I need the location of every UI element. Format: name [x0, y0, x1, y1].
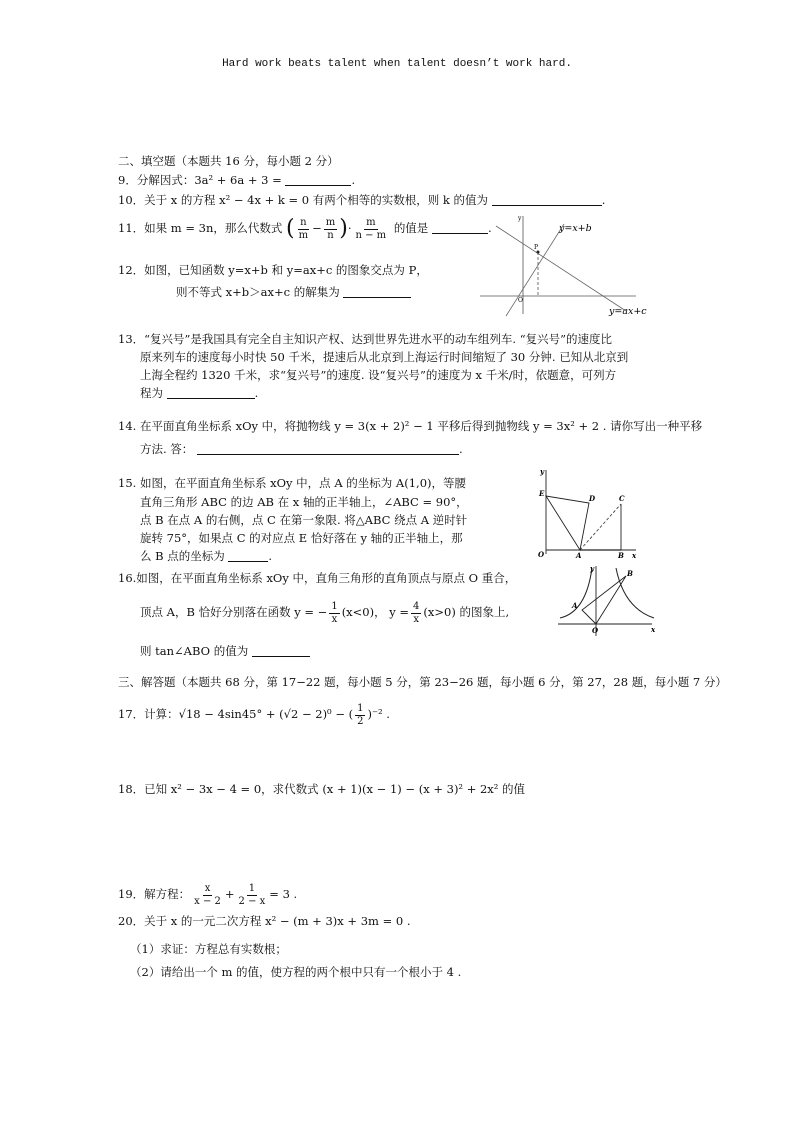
q12-answer-blank[interactable]: [343, 285, 411, 298]
fig15-y-label: y: [540, 467, 545, 476]
q11-fraction-1: [297, 217, 310, 242]
fig15-origin-label: O: [538, 550, 545, 559]
question-15-line-5: 么 B 点的坐标为 .: [140, 549, 273, 563]
question-13-line-4: 程为 .: [140, 386, 259, 400]
question-9: 9．分解因式：3a² + 6a + 3 = .: [118, 173, 356, 187]
question-16-line-3: [140, 643, 310, 659]
q12-line-2-text: 则不等式 x+b＞ax+c 的解集为: [176, 285, 340, 299]
q11-right-paren: ): [339, 216, 348, 241]
fig15-triangle-aed: [546, 496, 589, 550]
fig16-y-label: y: [590, 564, 595, 573]
q15-answer-blank[interactable]: [228, 549, 268, 562]
q13-line-3: 上海全程约 1320 千米，求“复兴号”的速度. 设“复兴号”的速度为 x 千米/时，依题意，可列方: [140, 368, 617, 382]
q10-text: 10．关于 x 的方程 x² − 4x + k = 0 有两个相等的实数根，则 k 的值为: [118, 193, 489, 207]
question-10: 10．关于 x 的方程 x² − 4x + k = 0 有两个相等的实数根，则 k 的值为 .: [118, 193, 606, 207]
q9-text: 9．分解因式：3a² + 6a + 3 =: [118, 173, 282, 187]
q19-f1-num: x: [204, 882, 211, 894]
fig16-a-label: A: [572, 601, 578, 610]
q11-fraction-3: [353, 217, 388, 242]
fig16-b-label: B: [627, 569, 633, 578]
question-18: 18．已知 x² − 3x − 4 = 0，求代数式 (x + 1)(x − 1) − (x + 3)² + 2x² 的值: [118, 782, 526, 796]
fig12-y-label: y: [518, 215, 522, 222]
fig15-x-label: x: [632, 551, 637, 560]
fig12-line2-label: y=ax+c: [609, 306, 647, 317]
q11-f3-den: n − m: [355, 229, 387, 241]
q10-answer-blank[interactable]: [492, 193, 602, 206]
figure-16-graph: [556, 562, 660, 638]
q17-pre: 17．计算：√18 − 4sin45° + (√2 − 2)⁰ − (: [118, 707, 354, 721]
figure-12-graph: [476, 210, 656, 320]
q16-f1-num: 1: [331, 600, 338, 612]
q19-fraction-2: [237, 883, 268, 908]
q16-f2-num: 4: [413, 600, 420, 612]
q14-line-1: 14. 在平面直角坐标系 xOy 中，将抛物线 y = 3(x + 2)² − 1 平移后得到抛物线 y = 3x² + 2 . 请你写出一种平移: [118, 419, 703, 433]
fig12-p-label: P: [534, 244, 539, 251]
q16-line-2-pre: 顶点 A，B 恰好分别落在函数 y = −: [140, 605, 328, 619]
fig15-b-label: B: [618, 551, 624, 560]
q19-f2-den: 2 − x: [238, 895, 266, 907]
q14-line-2-text: 方法. 答：: [140, 442, 194, 456]
q15-line-2: 直角三角形 ABC 的边 AB 在 x 轴的正半轴上，∠ABC = 90°，: [140, 495, 468, 509]
fig16-curve-right: [616, 568, 654, 618]
q11-pre: 11．如果 m = 3n，那么代数式: [118, 221, 283, 235]
question-20: 20．关于 x 的一元二次方程 x² − (m + 3)x + 3m = 0 .: [118, 914, 411, 928]
figure-15-graph: [532, 466, 644, 562]
fig16-x-label: x: [651, 625, 656, 634]
q11-f1-den: m: [298, 229, 309, 241]
q19-post: = 3 .: [269, 887, 298, 901]
question-20-part-2: （2）请给出一个 m 的值，使方程的两个根中只有一个根小于 4 .: [130, 965, 462, 979]
q16-answer-blank[interactable]: [252, 644, 310, 657]
q16-line-2-mid: (x<0)， y =: [341, 605, 410, 619]
q11-post: 的值是: [393, 221, 429, 235]
q16-line-2-post: (x>0) 的图象上,: [423, 605, 510, 619]
fig15-dashed-ac: [580, 504, 621, 550]
q19-f2-num: 1: [248, 882, 256, 894]
fig16-origin-label: O: [592, 626, 599, 635]
q16-fraction-2: [411, 601, 421, 626]
q13-line-4-text: 程为: [140, 386, 163, 400]
fig12-origin-label: O: [518, 297, 523, 304]
q17-f-num: 1: [357, 702, 364, 714]
q15-line-1: 15. 如图，在平面直角坐标系 xOy 中，点 A 的坐标为 A(1,0)，等腰: [118, 476, 467, 490]
fig15-a-label: A: [576, 551, 582, 560]
fig15-c-label: C: [619, 494, 625, 503]
q16-f1-den: x: [331, 613, 338, 625]
page-motto: Hard work beats talent when talent doesn’t work hard.: [222, 58, 572, 70]
question-19: [118, 880, 297, 908]
q17-fraction: [355, 703, 365, 728]
question-20-part-1: （1）求证：方程总有实数根；: [130, 942, 287, 956]
q19-f1-den: x − 2: [194, 895, 221, 907]
fig16-curve-left: [560, 568, 592, 618]
q19-pre: 19．解方程：: [118, 887, 191, 901]
q11-f3-num: m: [366, 216, 376, 228]
q16-line-3-text: 则 tan∠ABO 的值为: [140, 644, 249, 658]
question-16-line-2: [140, 598, 509, 626]
q13-line-2: 原来列车的速度每小时快 50 千米，提速后从北京到上海运行时间缩短了 30 分钟. 已知从北京到: [140, 350, 629, 364]
section2-heading: 二、填空题（本题共 16 分，每小题 2 分）: [118, 154, 339, 168]
q11-f2-den: n: [327, 229, 334, 241]
q11-minus: −: [312, 221, 322, 235]
q17-f-den: 2: [357, 715, 364, 727]
q9-answer-blank[interactable]: [285, 173, 351, 186]
q11-f1-num: n: [300, 216, 307, 228]
q11-left-paren: (: [286, 216, 295, 241]
question-12-line-2: [176, 284, 411, 300]
q15-line-5-text: 么 B 点的坐标为: [140, 549, 225, 563]
fig12-line-ax-c: [496, 226, 626, 311]
q15-line-4: 旋转 75°，如果点 C 的对应点 E 恰好落在 y 轴的正半轴上，那: [140, 531, 463, 545]
q13-line-1: 13．“复兴号”是我国具有完全自主知识产权、达到世界先进水平的动车组列车. “复兴号”的速度比: [118, 332, 612, 346]
q16-fraction-1: [329, 601, 339, 626]
q11-fraction-2: [324, 217, 337, 242]
fig15-d-label: D: [589, 494, 596, 503]
q16-f2-den: x: [413, 613, 420, 625]
section3-heading: 三、解答题（本题共 68 分，第 17−22 题，每小题 5 分，第 23−26 题，每小题 6 分，第 27，28 题，每小题 7 分）: [118, 675, 727, 689]
question-17: [118, 700, 390, 728]
q12-line-1: 12．如图，已知函数 y=x+b 和 y=ax+c 的图象交点为 P，: [118, 263, 428, 277]
q16-line-1: 16.如图，在平面直角坐标系 xOy 中，直角三角形的直角顶点与原点 O 重合，: [118, 571, 517, 585]
q11-f2-num: m: [325, 216, 336, 228]
q11-dot: ·: [347, 221, 352, 235]
q17-post: )⁻² .: [367, 707, 390, 721]
question-14-line-2: 方法. 答： .: [140, 442, 463, 456]
q19-plus: +: [224, 887, 235, 901]
q13-answer-blank[interactable]: [167, 386, 255, 399]
q14-answer-blank[interactable]: [197, 442, 459, 455]
question-11: 11．如果 m = 3n，那么代数式 ( $\frac{n}{m}$ − $\frac{m}{n}$ )· $\frac{m}{n - m}$ 的值是 .: [118, 216, 492, 241]
fig15-e-label: E: [539, 489, 545, 498]
q19-fraction-1: [192, 883, 223, 908]
q15-line-3: 点 B 在点 A 的右侧，点 C 在第一象限. 将△ABC 绕点 A 逆时针: [140, 513, 468, 527]
fig12-line1-label: y=x+b: [559, 223, 592, 234]
